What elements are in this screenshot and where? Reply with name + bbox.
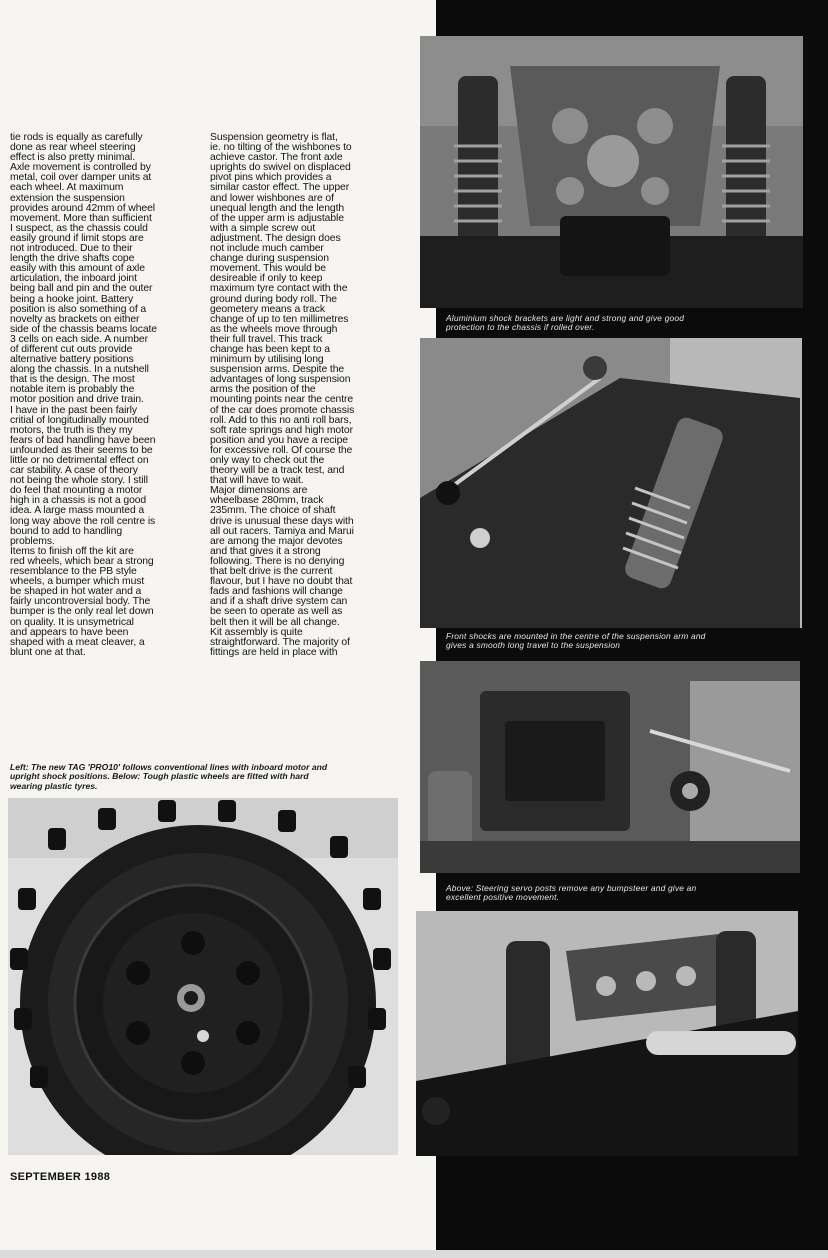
- shock-brackets-photo: [420, 36, 803, 308]
- left-photo-caption: Left: The new TAG 'PRO10' follows conventional lines with inboard motor and upright shock positions. Below: Tough plastic wheels are fitted with hard wearing plastic tyres.: [10, 762, 328, 791]
- article-column-1: tie rods is equally as carefully done as rear wheel steering effect is also pretty minimal. Axle movement is controlled by metal, coil over damper units at each wheel. At maximum extension the suspension provides around 42mm of wheel movement. More than sufficient I suspect, as the chassis could easily ground if limit stops are not introduced. Due to their length the drive shafts cope easily with this amount of axle articulation, the inboard joint being ball and pin and the outer being a hooke joint. Battery position is also something of a novelty as brackets on either side of the chassis beams locate 3 cells on each side. A number of different cut outs provide alternative battery positions along the chassis. In a nutshell that is the design. The most notable item is probably the motor position and drive train. I have in the past been fairly critial of longitudinally mounted motors, the truth is they my fears of bad handling have been unfounded as their seems to be little or no detrimental effect on car stability. A case of theory not being the whole story. I still do feel that mounting a motor high in a chassis is not a good idea. A large mass mounted a long way above the roll centre is bound to add to handling problems. Items to finish off the kit are red wheels, which bear a strong resemblance to the PB style wheels, a bumper which must be shaped in hot water and a fairly uncontroversial body. The bumper is the only real let down on quality. It is unsymetrical and appears to have been shaped with a meat cleaver, a blunt one at that.: [10, 132, 157, 658]
- rear-shocks-photo: [416, 911, 798, 1156]
- steering-servo-caption: Above: Steering servo posts remove any bumpsteer and give an excellent positive movement.: [446, 883, 697, 903]
- footer-date: SEPTEMBER 1988: [10, 1171, 111, 1183]
- wheel-photo: [8, 798, 398, 1155]
- shock-brackets-caption: Aluminium shock brackets are light and strong and give good protection to the chassis if rolled over.: [446, 313, 685, 333]
- front-shocks-photo: [420, 338, 802, 628]
- bottom-strip: [0, 1250, 828, 1258]
- article-column-2: Suspension geometry is flat, ie. no tilting of the wishbones to achieve castor. The front axle uprights do swivel on displaced pivot pins which provides a similar castor effect. The upper and lower wishbones are of unequal length and the length of the upper arm is adjustable with a simple screw out adjustment. The design does not include much camber change during suspension movement. This would be desireable if only to keep maximum tyre contact with the ground during body roll. The geometery means a track change of up to ten millimetres as the wheels move through their full travel. This track change has been kept to a minimum by utilising long suspension arms. Despite the advantages of long suspension arms the position of the mounting points near the centre of the car does promote chassis roll. Add to this no anti roll bars, soft rate springs and high motor position and you have a recipe for excessive roll. Of course the only way to check out the theory will be a track test, and that will have to wait. Major dimensions are wheelbase 280mm, track 235mm. The choice of shaft drive is unusual these days with all out racers. Tamiya and Marui are among the major devotes and that gives it a strong following. There is no denying that belt drive is the current flavour, but I have no doubt that fads and fashions will change and if a shaft drive system can be seen to operate as well as belt then it will be all change. Kit assembly is quite straightforward. The majority of fittings are held in place with: [210, 132, 355, 658]
- steering-servo-photo: [420, 661, 800, 873]
- front-shocks-caption: Front shocks are mounted in the centre of the suspension arm and gives a smooth long travel to the suspension: [446, 631, 706, 651]
